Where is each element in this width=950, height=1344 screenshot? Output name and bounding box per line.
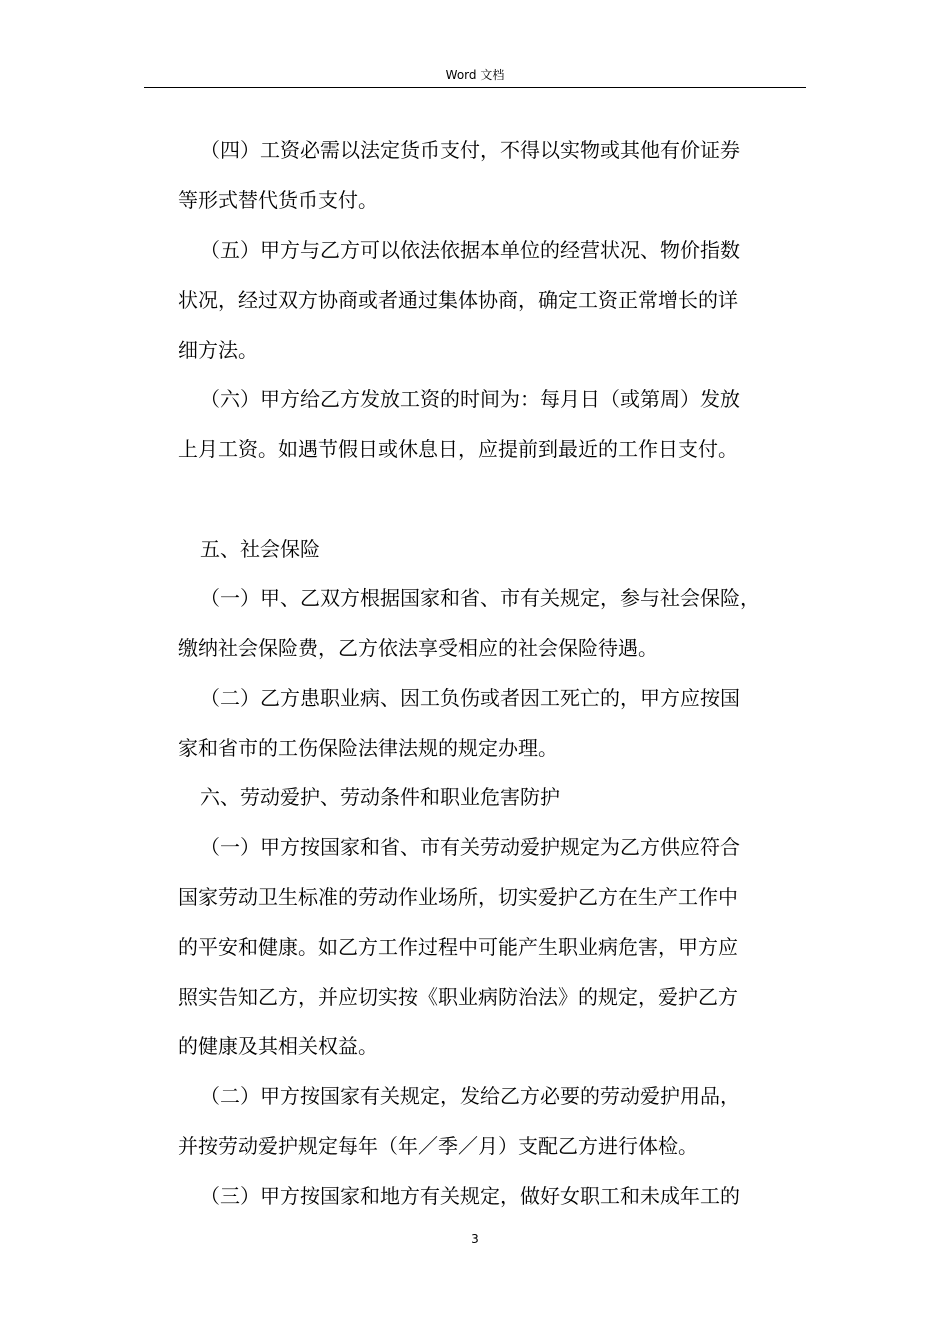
header-title: Word 文档	[445, 68, 505, 82]
header-divider	[144, 87, 806, 88]
text-line: （一）甲、乙双方根据国家和省、市有关规定，参与社会保险，	[200, 586, 760, 610]
text-line: 并按劳动爱护规定每年（年／季／月）支配乙方进行体检。	[178, 1134, 698, 1158]
text-line: （六）甲方给乙方发放工资的时间为：每月日（或第周）发放	[200, 387, 740, 411]
page-number: 3	[471, 1232, 479, 1246]
text-line: 上月工资。如遇节假日或休息日，应提前到最近的工作日支付。	[178, 437, 738, 461]
section-heading: 六、劳动爱护、劳动条件和职业危害防护	[200, 785, 560, 809]
text-line: 照实告知乙方，并应切实按《职业病防治法》的规定，爱护乙方	[178, 985, 738, 1009]
text-line: 状况，经过双方协商或者通过集体协商，确定工资正常增长的详	[178, 288, 738, 312]
section-heading: 五、社会保险	[200, 537, 320, 561]
text-line: 国家劳动卫生标准的劳动作业场所，切实爱护乙方在生产工作中	[178, 885, 738, 909]
text-line: 的平安和健康。如乙方工作过程中可能产生职业病危害，甲方应	[178, 935, 738, 959]
text-line: 家和省市的工伤保险法律法规的规定办理。	[178, 736, 558, 760]
text-line: （一）甲方按国家和省、市有关劳动爱护规定为乙方供应符合	[200, 835, 740, 859]
text-line: （五）甲方与乙方可以依法依据本单位的经营状况、物价指数	[200, 238, 740, 262]
text-line: （三）甲方按国家和地方有关规定，做好女职工和未成年工的	[200, 1184, 740, 1208]
text-line: 的健康及其相关权益。	[178, 1034, 378, 1058]
text-line: 缴纳社会保险费，乙方依法享受相应的社会保险待遇。	[178, 636, 658, 660]
text-line: （二）乙方患职业病、因工负伤或者因工死亡的，甲方应按国	[200, 686, 740, 710]
text-line: （四）工资必需以法定货币支付，不得以实物或其他有价证券	[200, 138, 740, 162]
text-line: （二）甲方按国家有关规定，发给乙方必要的劳动爱护用品，	[200, 1084, 740, 1108]
text-line: 等形式替代货币支付。	[178, 188, 378, 212]
text-line: 细方法。	[178, 338, 258, 362]
